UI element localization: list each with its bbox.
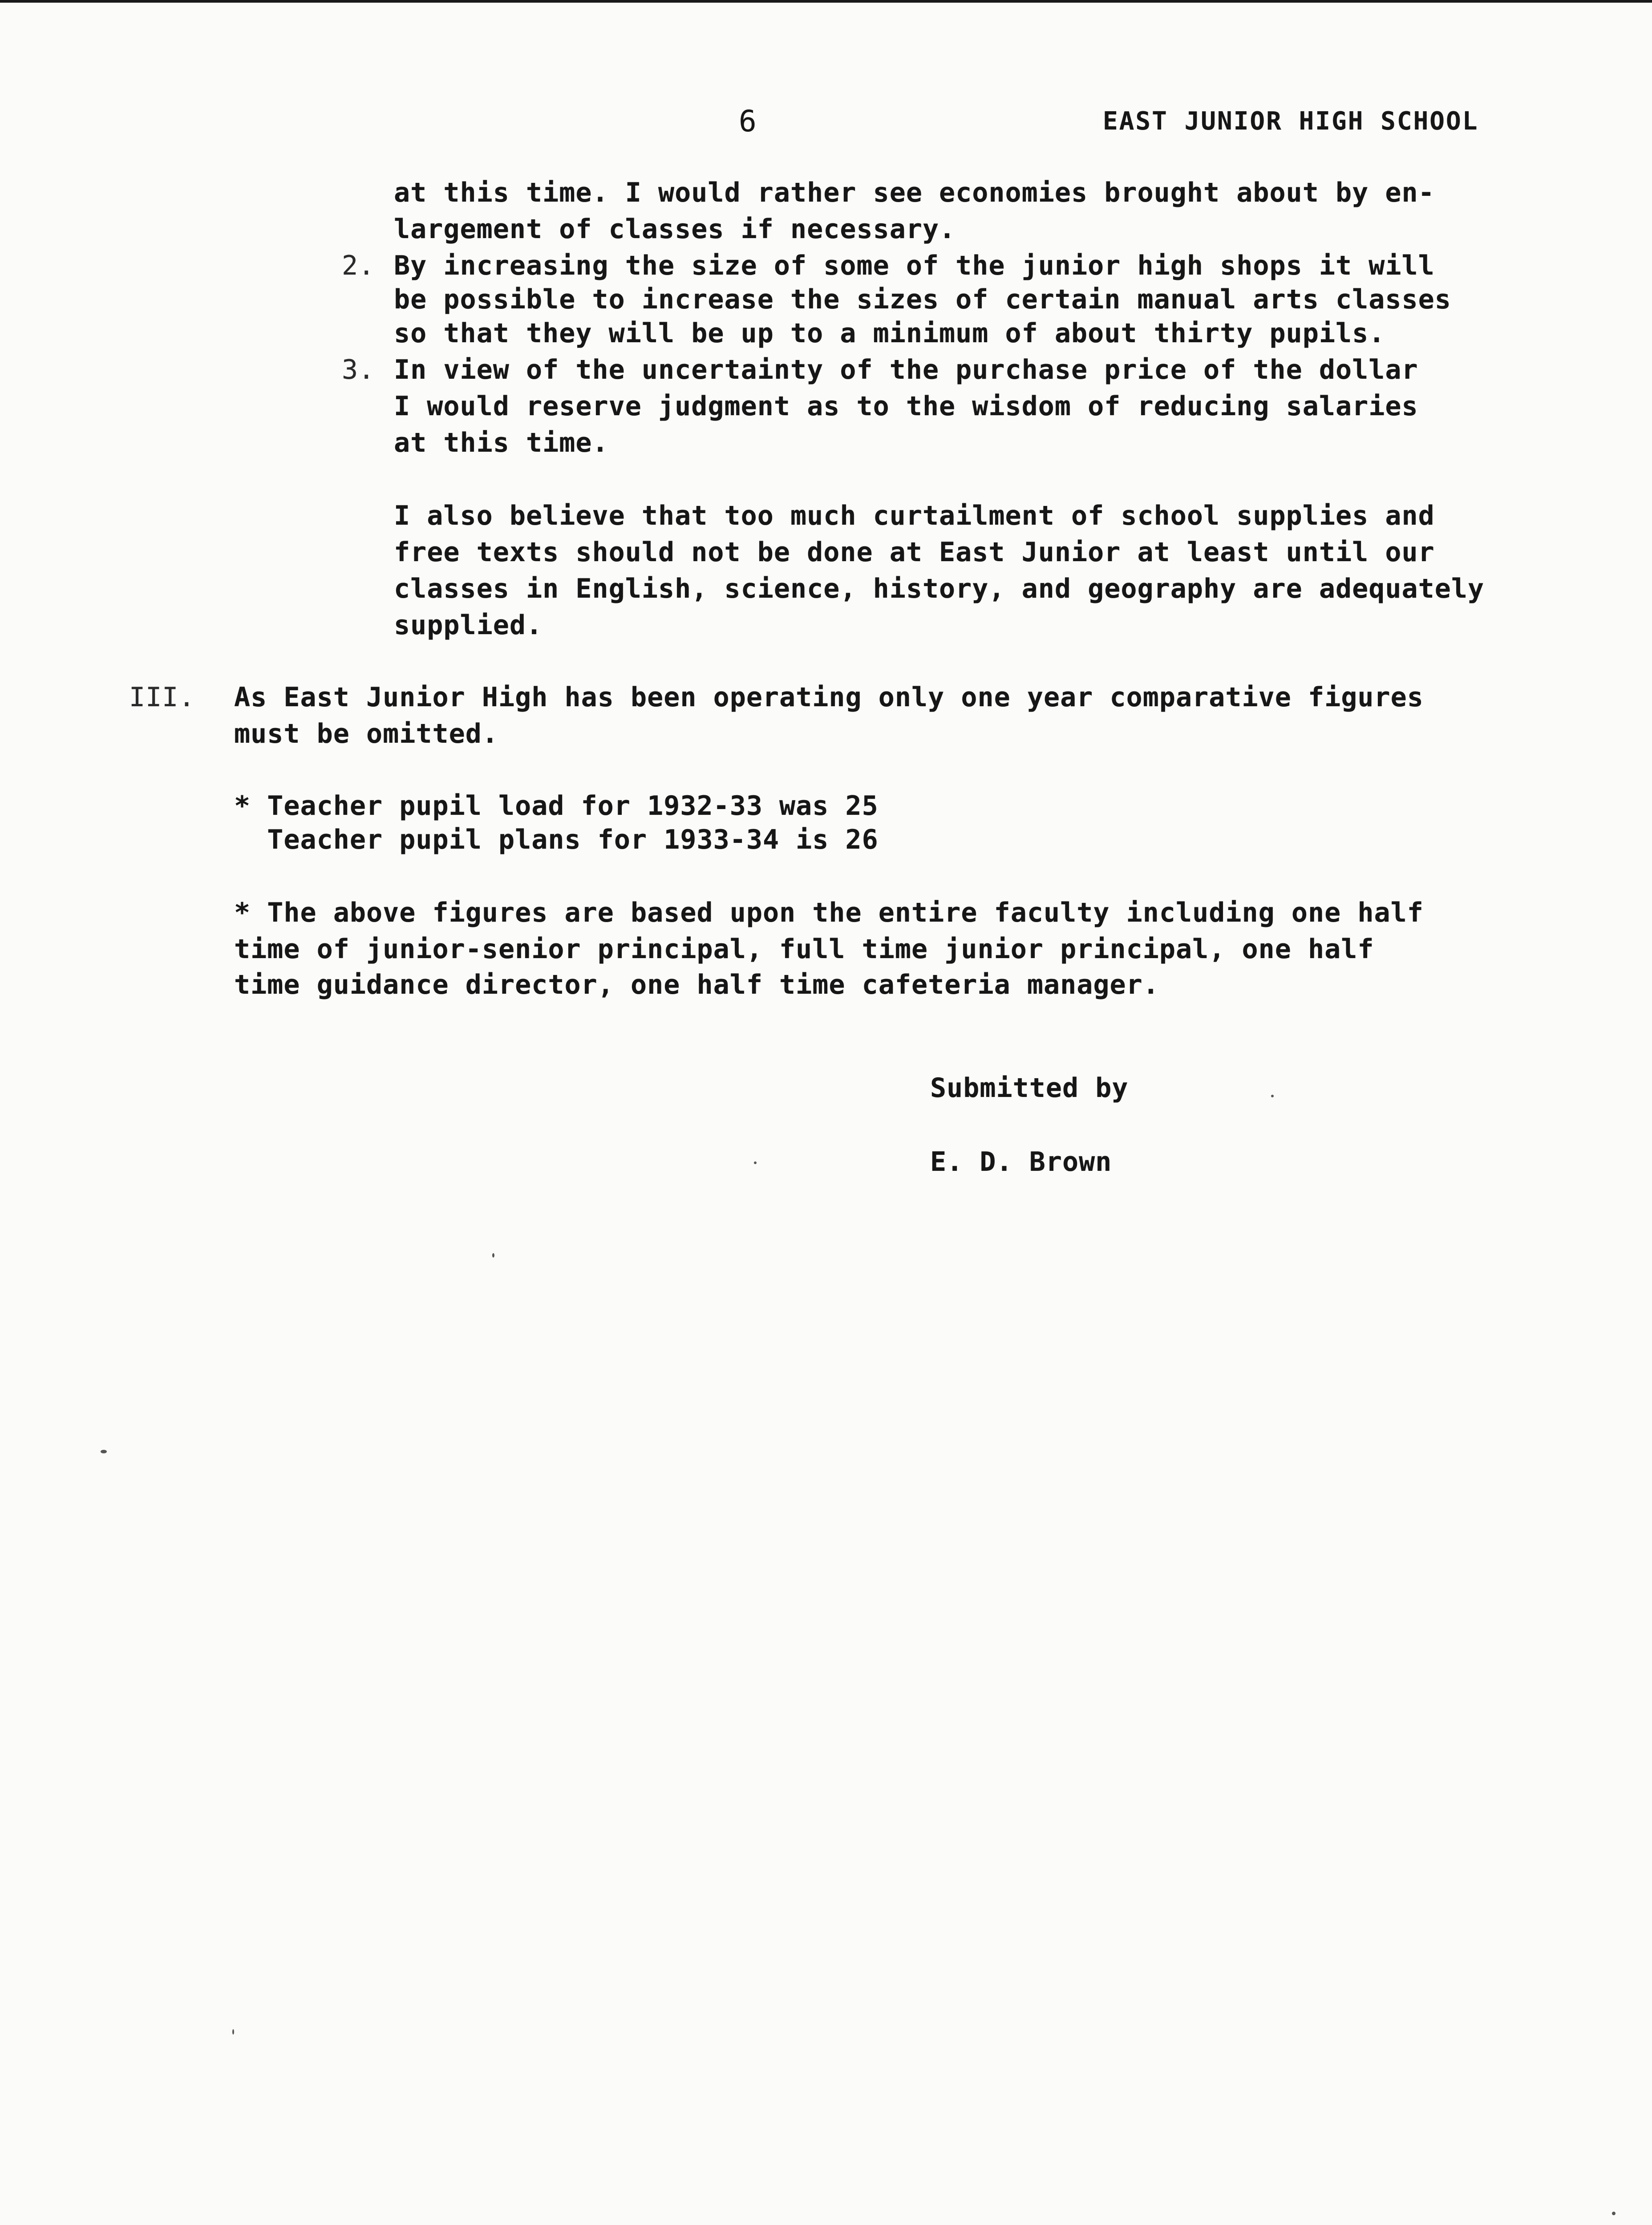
item3-line-1: In view of the uncertainty of the purchase price of the dollar <box>394 354 1418 385</box>
signatory-name: E. D. Brown <box>930 1146 1112 1177</box>
footnote-line-2: time of junior-senior principal, full time junior principal, one half <box>234 934 1374 965</box>
supplies-paragraph-line-1: I also believe that too much curtailment of school supplies and <box>394 500 1435 531</box>
paper-speck <box>754 1161 757 1164</box>
teacher-pupil-plans-line: Teacher pupil plans for 1933-34 is 26 <box>234 824 879 855</box>
supplies-paragraph-line-4: supplied. <box>394 610 543 641</box>
section-iii-line-1: As East Junior High has been operating only one year comparative figures <box>234 682 1424 713</box>
top-edge-rule <box>0 0 1652 3</box>
footnote-line-1: * The above figures are based upon the entire faculty including one half <box>234 897 1424 928</box>
footnote-line-3: time guidance director, one half time cafeteria manager. <box>234 969 1159 1000</box>
teacher-pupil-load-line: * Teacher pupil load for 1932-33 was 25 <box>234 790 879 821</box>
paper-speck <box>101 1450 107 1453</box>
item3-line-3: at this time. <box>394 427 609 458</box>
item3-line-2: I would reserve judgment as to the wisdom of reducing salaries <box>394 391 1418 422</box>
supplies-paragraph-line-3: classes in English, science, history, and geography are adequately <box>394 573 1485 604</box>
item2-line-1: By increasing the size of some of the junior high shops it will <box>394 250 1435 281</box>
paper-speck <box>1271 1095 1274 1097</box>
section-iii-numeral: III. <box>129 682 195 713</box>
submitted-by-label: Submitted by <box>930 1072 1129 1104</box>
paper-speck <box>232 2029 234 2035</box>
item2-number: 2. <box>342 250 375 281</box>
item1-line-2: largement of classes if necessary. <box>394 214 956 245</box>
school-name-header: EAST JUNIOR HIGH SCHOOL <box>1103 107 1479 136</box>
item1-line-1: at this time. I would rather see economies brought about by en- <box>394 177 1435 208</box>
page-number: 6 <box>739 104 757 138</box>
paper-speck <box>1612 2212 1616 2215</box>
item2-line-3: so that they will be up to a minimum of about thirty pupils. <box>394 318 1385 349</box>
section-iii-line-2: must be omitted. <box>234 718 498 749</box>
item2-line-2: be possible to increase the sizes of certain manual arts classes <box>394 284 1451 315</box>
paper-speck <box>492 1253 494 1258</box>
item3-number: 3. <box>342 354 375 385</box>
supplies-paragraph-line-2: free texts should not be done at East Junior at least until our <box>394 537 1435 568</box>
